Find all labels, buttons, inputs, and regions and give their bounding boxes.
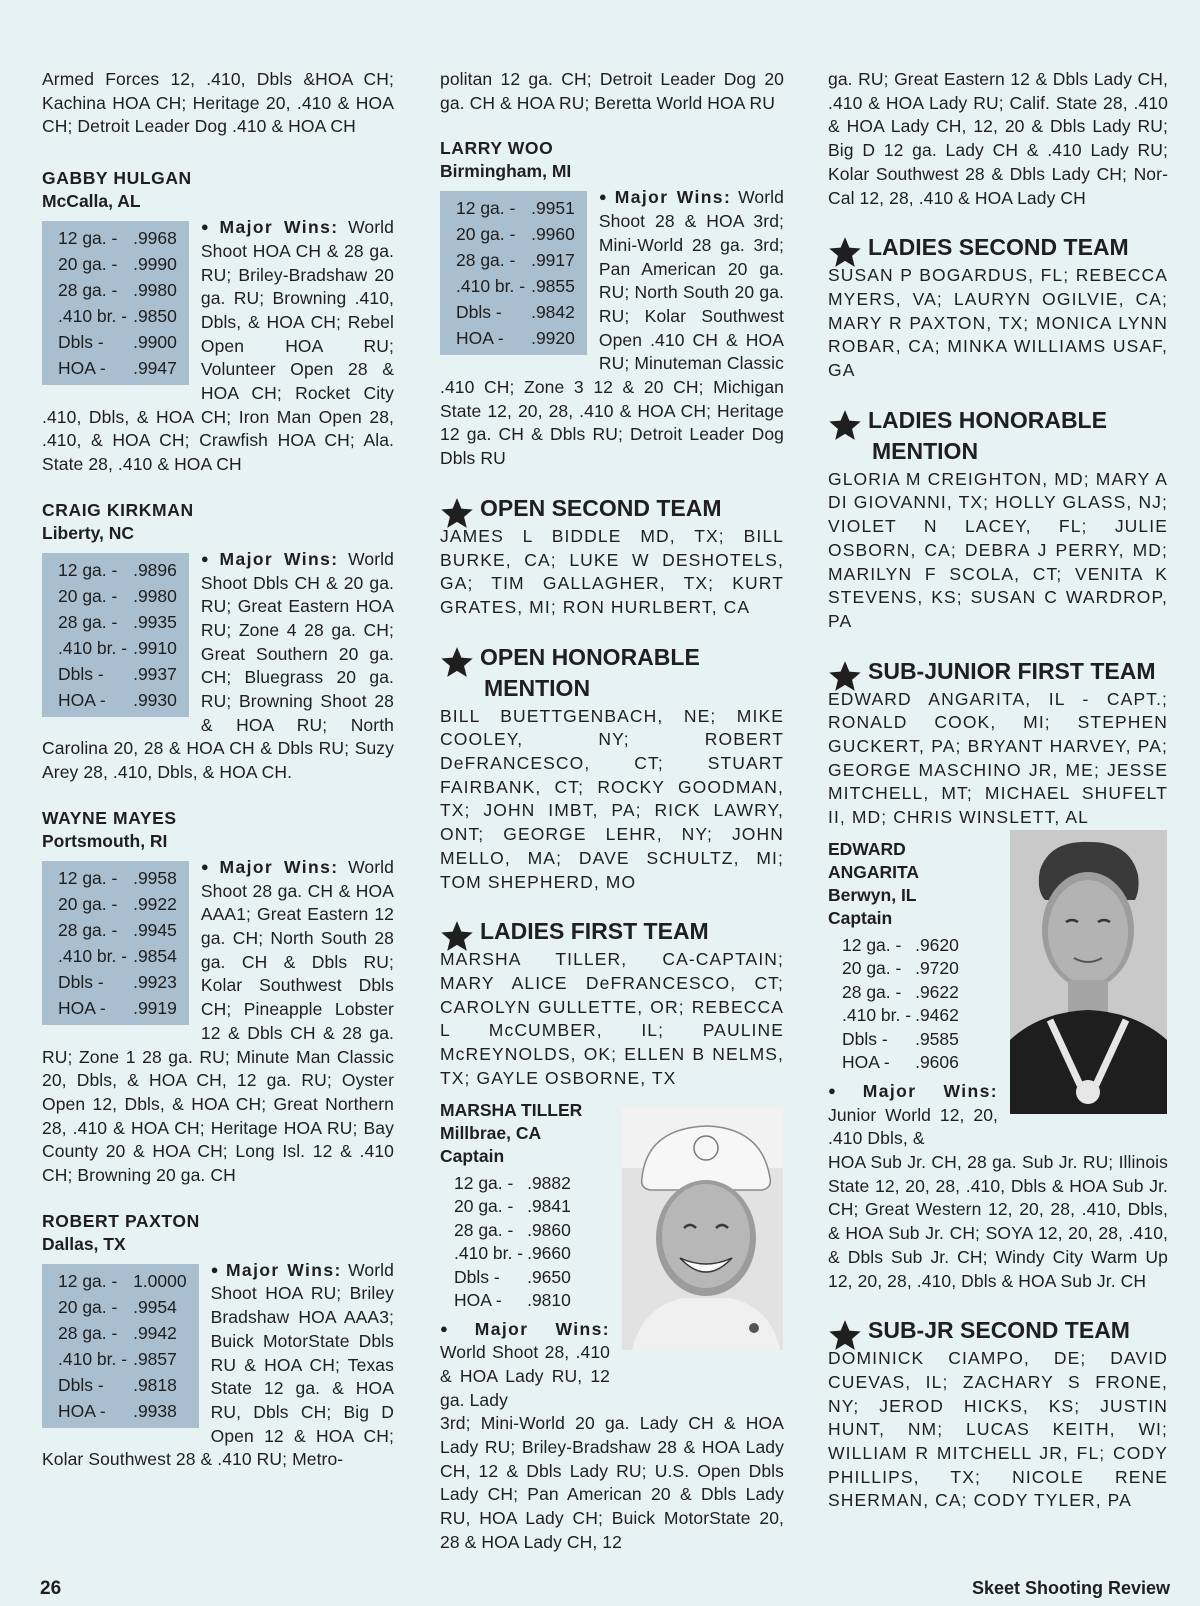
gauge-label: 20 ga. - <box>456 224 516 245</box>
gauge-average: .9882 <box>527 1172 571 1193</box>
gauge-average: .9910 <box>133 637 177 658</box>
gauge-average: .9462 <box>915 1005 959 1026</box>
column-3 <box>828 68 1168 1513</box>
gauge-average: .9860 <box>527 1219 571 1240</box>
gauge-average: .9854 <box>133 945 177 966</box>
gauge-average: .9720 <box>915 958 959 979</box>
star-icon <box>440 919 474 953</box>
gauge-average: .9947 <box>133 358 177 379</box>
gauge-label: 28 ga. - <box>456 250 516 271</box>
col1-intro: Armed Forces 12, .410, Dbls &HOA CH; Kachina HOA CH; Heritage 20, .410 & HOA CH; Detroit Leader Dog .410 & HOA CH <box>42 69 394 137</box>
section-title: LADIES FIRST TEAM <box>480 918 709 945</box>
shooter-name: MARSHA TILLER <box>440 1099 583 1120</box>
major-wins-text: World Shoot 28 & HOA 3rd; Mini-World 28 ga. 3rd; Pan American 20 ga. RU; North South 20 ga. RU; Kolar Southwest Open .410 CH & HOA RU; Minuteman Classic .410 CH; Zone 3 12 & 20 CH; Michigan State 12, 20, 28, .410 & HOA CH; Heritage 12 ga. CH & Dbls RU; Detroit Leader Dog Dbls RU <box>440 187 784 469</box>
star-icon <box>828 659 862 693</box>
gauge-label: HOA - <box>58 358 106 379</box>
section-title: SUB-JR SECOND TEAM <box>868 1317 1130 1344</box>
average-row <box>46 995 185 1021</box>
gauge-label: .410 br. - <box>456 276 526 297</box>
averages-table <box>842 934 959 1075</box>
average-row <box>444 273 583 299</box>
bullet-icon: ● <box>210 1261 220 1277</box>
gauge-average: .9818 <box>133 1374 177 1395</box>
major-wins-label: Major Wins: <box>862 1080 998 1101</box>
gauge-average: .9810 <box>527 1290 571 1310</box>
averages-table <box>444 195 583 351</box>
average-row <box>46 355 185 381</box>
average-row <box>46 687 185 713</box>
major-wins-label: Major Wins: <box>614 187 732 208</box>
shooter-role: Captain <box>828 907 893 928</box>
col2-continuation: politan 12 ga. CH; Detroit Leader Dog 20 ga. CH & HOA RU; Beretta World HOA RU <box>440 69 784 113</box>
average-row <box>46 1320 195 1346</box>
shooter-entry-kirkman <box>42 547 394 785</box>
section-title: OPEN HONORABLE <box>480 643 700 670</box>
average-row <box>454 1172 571 1196</box>
average-row <box>842 981 959 1005</box>
average-row <box>444 247 583 273</box>
gauge-average: .9855 <box>531 276 575 297</box>
major-wins-text-cont: 3rd; Mini-World 20 ga. Lady CH & HOA Lady RU; Briley-Bradshaw 28 & HOA Lady CH, 12 & Dbls Lady RU; U.S. Open Dbls Lady CH; Pan American 20 & Dbls Lady RU, HOA Lady CH; Buick MotorState 20, 28 & HOA Lady CH, 12 <box>440 1413 784 1552</box>
average-row <box>842 1004 959 1028</box>
photo-marsha-tiller <box>622 1108 783 1350</box>
section-title: LADIES HONORABLE <box>868 406 1107 433</box>
star-icon <box>828 235 862 269</box>
gauge-label: 12 ga. - <box>842 934 902 955</box>
average-row <box>46 917 185 943</box>
star-icon <box>828 408 862 442</box>
gauge-average: .9857 <box>133 1348 177 1369</box>
gauge-average: .9935 <box>133 611 177 632</box>
gauge-label: 12 ga. - <box>454 1172 514 1193</box>
section-heading-subjr-first <box>828 656 1168 687</box>
gauge-label: 20 ga. - <box>58 893 118 914</box>
section-heading-ladies-hm <box>828 405 1168 467</box>
average-row <box>46 1372 195 1398</box>
major-wins-label: Major Wins: <box>219 548 339 569</box>
gauge-average: .9622 <box>915 981 959 1002</box>
average-row <box>842 934 959 958</box>
gauge-average: .9951 <box>531 198 575 219</box>
gauge-average: .9842 <box>531 302 575 323</box>
shooter-city: Liberty, NC <box>42 522 135 543</box>
gauge-label: 28 ga. - <box>58 919 118 940</box>
shooter-city: Millbrae, CA <box>440 1122 542 1143</box>
bullet-icon: ● <box>440 1320 469 1336</box>
shooter-entry-paxton <box>42 1258 394 1472</box>
gauge-average: .9990 <box>133 254 177 275</box>
gauge-label: Dbls - <box>58 332 104 353</box>
gauge-label: Dbls - <box>58 663 104 684</box>
gauge-average: .9900 <box>133 332 177 353</box>
section-title: SUB-JUNIOR FIRST TEAM <box>868 657 1156 684</box>
section-heading-open-second <box>440 493 784 524</box>
average-row <box>46 1346 195 1372</box>
average-row <box>444 195 583 221</box>
average-row <box>454 1219 571 1243</box>
average-row <box>842 1051 959 1075</box>
shooter-city: McCalla, AL <box>42 191 141 212</box>
shooter-city: Birmingham, MI <box>440 161 572 182</box>
shooter-city: Berwyn, IL <box>828 884 917 905</box>
shooter-entry-woo <box>440 185 784 470</box>
shooter-name: WAYNE MAYES <box>42 807 177 828</box>
gauge-average: .9920 <box>531 328 575 349</box>
average-row <box>444 221 583 247</box>
shooter-name: GABBY HULGAN <box>42 168 192 189</box>
publication-name: Skeet Shooting Review <box>971 1578 1170 1598</box>
averages-box <box>42 221 189 385</box>
column-1 <box>42 68 394 1472</box>
average-row <box>46 1398 195 1424</box>
gauge-average: .9942 <box>133 1322 177 1343</box>
section-heading-ladies-first <box>440 916 784 947</box>
gauge-label: 28 ga. - <box>58 611 118 632</box>
gauge-average: .9958 <box>133 867 177 888</box>
average-row <box>444 299 583 325</box>
major-wins-text: World Shoot Dbls CH & 20 ga. RU; Great Eastern HOA RU; Zone 4 28 ga. CH; Great Southern 20 ga. CH; Bluegrass 20 ga. RU; Browning Shoot 28 & HOA RU; North Carolina 20, 28 & HOA CH & Dbls RU; Suzy Arey 28, .410, Dbls, & HOA CH. <box>42 548 394 783</box>
average-row <box>46 583 185 609</box>
average-row <box>46 251 185 277</box>
team-list: JAMES L BIDDLE MD, TX; BILL BURKE, CA; LUKE W DESHOTELS, GA; TIM GALLAGHER, TX; KURT GRATES, MI; RON HURLBERT, CA <box>440 525 784 617</box>
gauge-average: .9960 <box>531 224 575 245</box>
major-wins-label: Major Wins: <box>219 217 339 238</box>
shooter-name: ROBERT PAXTON <box>42 1210 200 1231</box>
gauge-average: .9923 <box>133 971 177 992</box>
shooter-city: Dallas, TX <box>42 1233 126 1254</box>
gauge-label: HOA - <box>454 1290 502 1310</box>
team-list: EDWARD ANGARITA, IL - CAPT.; RONALD COOK, MI; STEPHEN GUCKERT, PA; BRYANT HARVEY, PA; GEORGE MASCHINO JR, ME; JESSE MITCHELL, MT; MICHAEL SHUFELT II, MD; CHRIS WINSLETT, AL <box>828 688 1168 828</box>
gauge-average: .9968 <box>133 228 177 249</box>
averages-box <box>440 191 587 355</box>
team-list: MARSHA TILLER, CA-CAPTAIN; MARY ALICE DeFRANCESCO, CT; CAROLYN GULLETTE, OR; REBECCA L McCUMBER, IL; PAULINE McREYNOLDS, OK; ELLEN B NELMS, TX; GAYLE OSBORNE, TX <box>440 949 784 1088</box>
team-list: DOMINICK CIAMPO, DE; DAVID CUEVAS, IL; ZACHARY S FRONE, NY; JEROD HICKS, KS; JUSTIN HUNT, NM; LUCAS KEITH, WI; WILLIAM R MITCHELL JR, FL; CODY PHILLIPS, TX; NICOLE RENE SHERMAN, CA; CODY TYLER, PA <box>828 1348 1168 1511</box>
gauge-label: 12 ga. - <box>456 198 516 219</box>
bullet-icon: ● <box>200 550 214 566</box>
shooter-name: EDWARD <box>828 838 906 859</box>
star-icon <box>440 645 474 679</box>
gauge-average: .9980 <box>133 280 177 301</box>
shooter-name-line-2: ANGARITA <box>828 861 920 882</box>
average-row <box>46 661 185 687</box>
gauge-label: .410 br. - <box>58 637 128 658</box>
averages-table <box>46 865 185 1021</box>
gauge-label: 28 ga. - <box>842 981 902 1002</box>
section-title: OPEN SECOND TEAM <box>480 494 722 521</box>
average-row <box>454 1242 571 1266</box>
averages-table <box>46 225 185 381</box>
gauge-average: .9917 <box>531 250 575 271</box>
gauge-label: .410 br. - <box>58 945 128 966</box>
average-row <box>46 865 185 891</box>
gauge-label: Dbls - <box>456 302 502 323</box>
photo-edward-angarita <box>1010 830 1167 1114</box>
averages-box <box>42 553 189 717</box>
gauge-average: .9919 <box>133 997 177 1018</box>
gauge-average: .9650 <box>527 1266 571 1287</box>
major-wins-label: Major Wins: <box>219 856 339 877</box>
average-row <box>46 303 185 329</box>
gauge-label: 20 ga. - <box>58 585 118 606</box>
average-row <box>46 557 185 583</box>
page-number: 26 <box>40 1578 62 1599</box>
gauge-label: .410 br. - <box>454 1243 524 1263</box>
major-wins-text: World Shoot 28, .410 & HOA Lady RU, 12 ga. Lady <box>440 1342 610 1410</box>
gauge-label: .410 br. - <box>842 1005 912 1026</box>
gauge-label: 12 ga. - <box>58 867 118 888</box>
average-row <box>444 325 583 351</box>
average-row <box>842 1028 959 1052</box>
portrait-image <box>1010 830 1167 1114</box>
averages-box <box>42 1264 199 1428</box>
gauge-average: .9945 <box>133 919 177 940</box>
average-row <box>46 943 185 969</box>
star-icon <box>828 1318 862 1352</box>
shooter-entry-mayes <box>42 855 394 1188</box>
average-row <box>46 891 185 917</box>
shooter-name: CRAIG KIRKMAN <box>42 499 194 520</box>
gauge-label: 20 ga. - <box>454 1196 514 1216</box>
shooter-city: Portsmouth, RI <box>42 830 168 851</box>
gauge-average: .9660 <box>527 1243 571 1263</box>
average-row <box>842 957 959 981</box>
gauge-average: .9896 <box>133 559 177 580</box>
average-row <box>46 329 185 355</box>
gauge-label: .410 br. - <box>58 1348 128 1369</box>
section-heading-ladies-second <box>828 232 1168 263</box>
shooter-role: Captain <box>440 1145 505 1166</box>
major-wins-label: Major Wins: <box>225 1259 342 1280</box>
averages-table <box>46 1268 195 1424</box>
gauge-label: 20 ga. - <box>58 1296 118 1317</box>
major-wins-text: World Shoot HOA CH & 28 ga. RU; Briley-Bradshaw 20 ga. RU; Browning .410, Dbls, & HOA CH; Rebel Open HOA RU; Volunteer Open 28 & HOA CH; Rocket City .410, Dbls, & HOA CH; Iron Man Open 28, .410, & HOA CH; Crawfish HOA CH; Ala. State 28, .410 & HOA CH <box>42 217 394 475</box>
gauge-label: 28 ga. - <box>454 1219 514 1240</box>
gauge-average: .9850 <box>133 306 177 327</box>
shooter-entry-hulgan <box>42 215 394 477</box>
gauge-label: 28 ga. - <box>58 1322 118 1343</box>
gauge-label: HOA - <box>58 997 106 1018</box>
section-title-line-2: MENTION <box>872 437 979 464</box>
team-list: SUSAN P BOGARDUS, FL; REBECCA MYERS, VA; LAURYN OGILVIE, CA; MARY R PAXTON, TX; MONICA LYNN ROBAR, CA; MINKA WILLIAMS USAF, GA <box>828 265 1168 381</box>
gauge-average: .9620 <box>915 934 959 955</box>
section-heading-subjr-second <box>828 1315 1168 1346</box>
major-wins-text: Junior World 12, 20, .410 Dbls, & <box>828 1104 998 1149</box>
section-title: LADIES SECOND TEAM <box>868 234 1129 261</box>
major-wins-text: World Shoot 28 ga. CH & HOA AAA1; Great Eastern 12 ga. CH; North South 28 ga. CH & Dbls RU; Kolar Southwest Dbls CH; Pineapple Lobster 12 & Dbls CH & 28 ga. RU; Zone 1 28 ga. RU; Minute Man Classic 20, Dbls, & HOA CH, 12 ga. RU; Oyster Open 12, Dbls, & HOA CH; Great Northern 28, .410 & HOA CH; Heritage HOA RU; Bay County 20 & HOA CH; Long Isl. 12 & .410 CH; Browning 20 ga. CH <box>42 856 394 1186</box>
gauge-label: HOA - <box>58 689 106 710</box>
team-list: GLORIA M CREIGHTON, MD; MARY A DI GIOVANNI, TX; HOLLY GLASS, NJ; VIOLET N LACEY, FL; JULIE OSBORN, CA; DEBRA J PERRY, MD; MARILYN F SCOLA, CT; VENITA K STEVENS, KS; SUSAN C WARDROP, PA <box>828 468 1168 631</box>
averages-box <box>42 861 189 1025</box>
section-title-line-2: MENTION <box>484 674 591 701</box>
major-wins-label: Major Wins: <box>474 1318 610 1339</box>
averages-table <box>454 1172 571 1313</box>
major-wins-text: World Shoot HOA RU; Briley Bradshaw HOA AAA3; Buick MotorState Dbls RU & HOA CH; Texas State 12 ga. & HOA RU, Dbls CH; Big D Open 12 & HOA CH; Kolar Southwest 28 & .410 RU; Metro- <box>42 1259 394 1470</box>
gauge-label: 12 ga. - <box>58 1270 118 1291</box>
bullet-icon: ● <box>598 189 609 205</box>
bullet-icon: ● <box>200 858 214 874</box>
gauge-label: HOA - <box>842 1052 890 1073</box>
average-row <box>454 1195 571 1219</box>
average-row <box>46 225 185 251</box>
bullet-icon: ● <box>200 219 214 235</box>
bullet-icon: ● <box>828 1082 857 1098</box>
section-heading-open-hm <box>440 642 784 704</box>
major-wins-text-cont: HOA Sub Jr. CH, 28 ga. Sub Jr. RU; Illinois State 12, 20, 28, .410, Dbls & HOA Sub Jr. CH; Great Western 12, 20, 28, .410, Dbls, & HOA Sub Jr. CH; SOYA 12, 20, 28, .410, & Dbls Sub Jr. CH; Windy City Warm Up 12, 20, 28, .410, Dbls & HOA Sub Jr. CH <box>828 1151 1168 1291</box>
average-row <box>46 635 185 661</box>
gauge-average: .9922 <box>133 893 177 914</box>
team-list: BILL BUETTGENBACH, NE; MIKE COOLEY, NY; ROBERT DeFRANCESCO, CT; STUART FAIRBANK, CT; ROCKY GOODMAN, TX; JOHN IMBT, PA; RICK LAWRY, ONT; GEORGE LEHR, NY; JOHN MELLO, MA; DAVE SCHULTZ, MI; TOM SHEPHERD, MO <box>440 705 784 892</box>
gauge-average: .9938 <box>133 1400 177 1421</box>
gauge-label: Dbls - <box>842 1028 888 1049</box>
gauge-label: 28 ga. - <box>58 280 118 301</box>
portrait-image <box>622 1108 783 1350</box>
gauge-average: .9930 <box>133 689 177 710</box>
gauge-average: .9954 <box>133 1296 177 1317</box>
gauge-average: .9606 <box>915 1052 959 1073</box>
average-row <box>46 969 185 995</box>
average-row <box>46 609 185 635</box>
average-row <box>454 1289 571 1313</box>
gauge-label: HOA - <box>456 328 504 349</box>
average-row <box>46 1268 195 1294</box>
gauge-label: HOA - <box>58 1400 106 1421</box>
gauge-average: .9841 <box>527 1196 571 1216</box>
gauge-label: Dbls - <box>454 1266 500 1287</box>
gauge-average: .9585 <box>915 1028 959 1049</box>
averages-table <box>46 557 185 713</box>
gauge-label: 20 ga. - <box>58 254 118 275</box>
average-row <box>46 1294 195 1320</box>
gauge-label: Dbls - <box>58 1374 104 1395</box>
gauge-average: .9980 <box>133 585 177 606</box>
gauge-label: .410 br. - <box>58 306 128 327</box>
gauge-average: 1.0000 <box>133 1270 187 1291</box>
average-row <box>454 1266 571 1290</box>
col3-continuation: ga. RU; Great Eastern 12 & Dbls Lady CH, .410 & HOA Lady RU; Calif. State 28, .410 & HOA Lady CH, 12, 20 & Dbls Lady RU; Big D 12 ga. Lady CH & .410 Lady RU; Kolar Southwest 28 & Dbls Lady CH; Nor-Cal 12, 28, .410 & HOA Lady CH <box>828 69 1168 208</box>
gauge-label: 12 ga. - <box>58 559 118 580</box>
gauge-label: 12 ga. - <box>58 228 118 249</box>
average-row <box>46 277 185 303</box>
gauge-average: .9937 <box>133 663 177 684</box>
star-icon <box>440 496 474 530</box>
shooter-name: LARRY WOO <box>440 138 554 159</box>
gauge-label: Dbls - <box>58 971 104 992</box>
gauge-label: 20 ga. - <box>842 958 902 979</box>
